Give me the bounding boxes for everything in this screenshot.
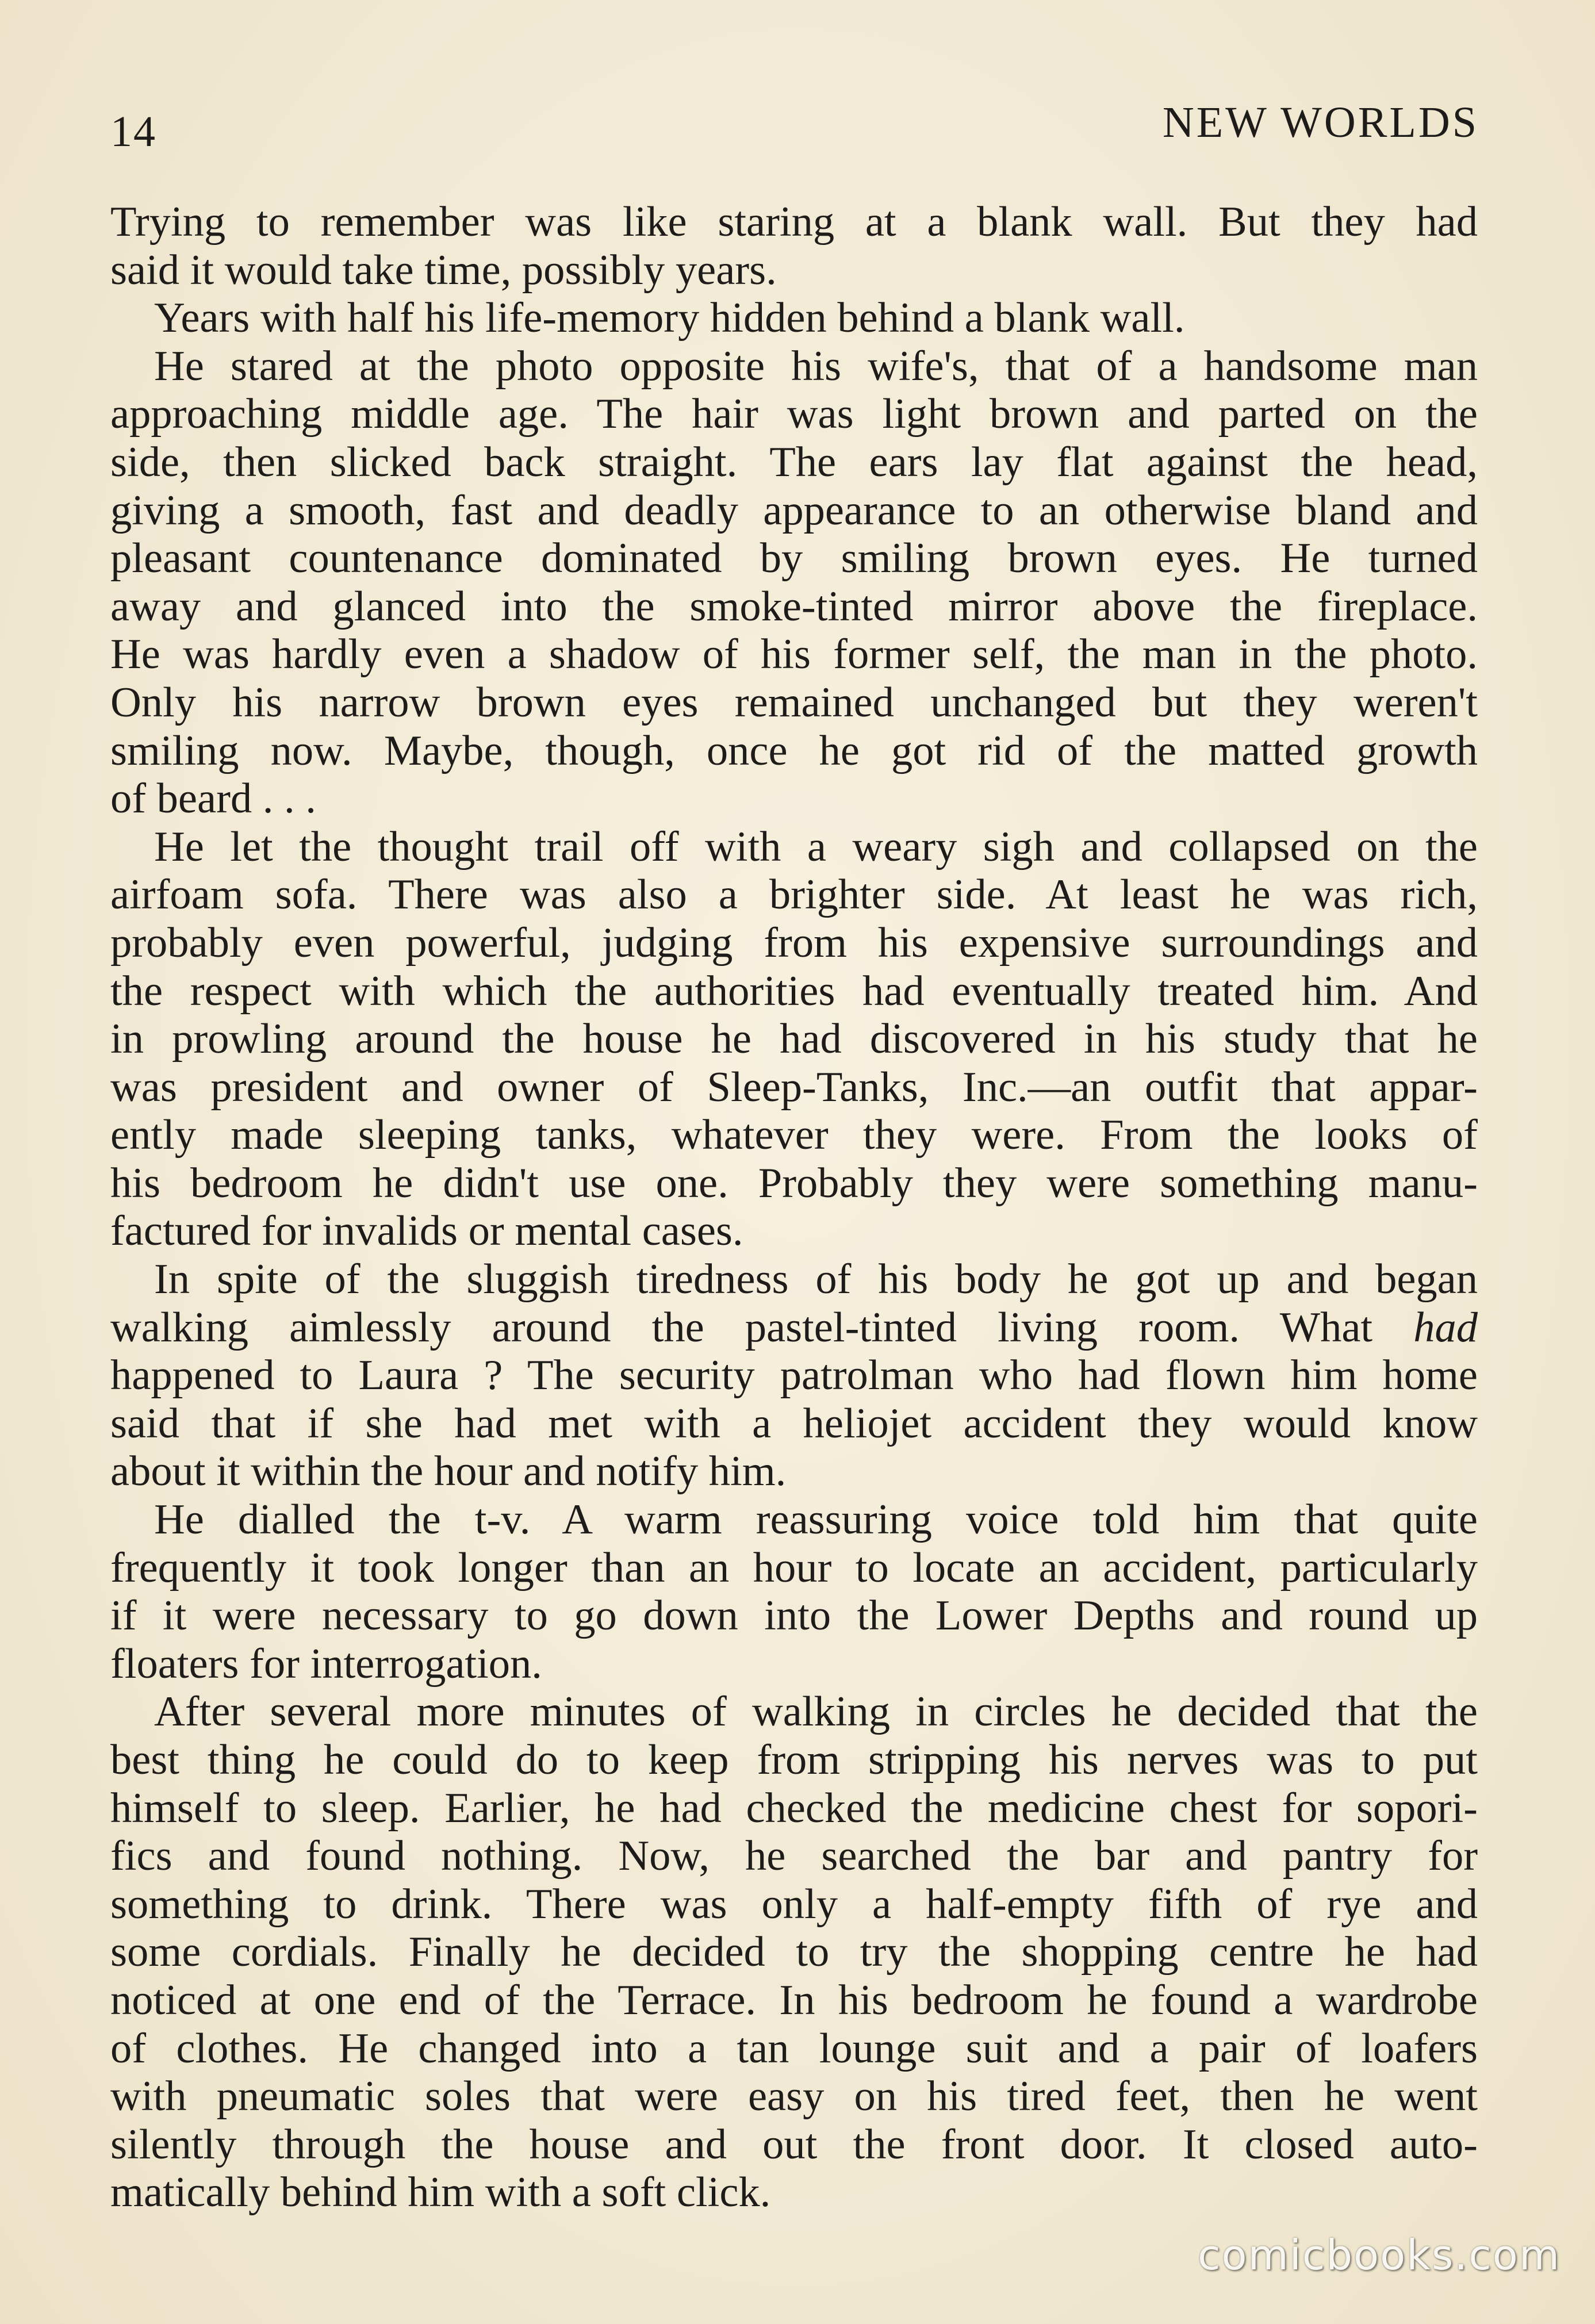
text-line: Years with half his life-memory hidden behind a blank wall. (154, 294, 1185, 342)
text-line: giving a smooth, fast and deadly appearance to an otherwise bland and (110, 486, 1478, 534)
text-line: said that if she had met with a heliojet accident they would know (110, 1399, 1478, 1447)
text-line: some cordials. Finally he decided to try the shopping centre he had (110, 1928, 1478, 1976)
text-line: of beard . . . (110, 775, 316, 823)
text-line: walking aimlessly around the pastel-tinted living room. What had (110, 1303, 1478, 1351)
text-line: in prowling around the house he had discovered in his study that he (110, 1015, 1478, 1063)
text-line: ently made sleeping tanks, whatever they were. From the looks of (110, 1111, 1478, 1159)
text-line: side, then slicked back straight. The ears lay flat against the head, (110, 438, 1478, 486)
text-line: if it were necessary to go down into the Lower Depths and round up (110, 1592, 1478, 1640)
text-line: with pneumatic soles that were easy on his tired feet, then he went (110, 2073, 1478, 2120)
text-line: away and glanced into the smoke-tinted mirror above the fireplace. (110, 582, 1478, 630)
watermark: comicbooks.com (1197, 2231, 1561, 2279)
text-line: matically behind him with a soft click. (110, 2169, 771, 2216)
text-line: approaching middle age. The hair was light brown and parted on the (110, 390, 1478, 438)
text-line: himself to sleep. Earlier, he had checked the medicine chest for sopori- (110, 1784, 1478, 1832)
text-line: something to drink. There was only a half-empty fifth of rye and (110, 1880, 1478, 1928)
text-line: was president and owner of Sleep-Tanks, Inc.—an outfit that appar- (110, 1063, 1478, 1111)
text-line: He dialled the t-v. A warm reassuring voice told him that quite (154, 1496, 1478, 1544)
text-line: of clothes. He changed into a tan lounge suit and a pair of loafers (110, 2024, 1478, 2072)
text-line: Only his narrow brown eyes remained unchanged but they weren't (110, 678, 1478, 726)
text-line: He let the thought trail off with a weary sigh and collapsed on the (154, 823, 1478, 870)
text-line: silently through the house and out the front door. It closed auto- (110, 2120, 1478, 2168)
page-number: 14 (110, 108, 156, 156)
text-line: fics and found nothing. Now, he searched the bar and pantry for (110, 1832, 1478, 1880)
text-line: about it within the hour and notify him. (110, 1448, 787, 1495)
text-line: floaters for interrogation. (110, 1640, 542, 1688)
text-line: the respect with which the authorities had eventually treated him. And (110, 967, 1478, 1015)
body-text (110, 198, 1478, 2217)
text-line: factured for invalids or mental cases. (110, 1207, 743, 1255)
text-line: his bedroom he didn't use one. Probably they were something manu- (110, 1159, 1478, 1207)
text-line: pleasant countenance dominated by smiling brown eyes. He turned (110, 535, 1478, 582)
journal-title: NEW WORLDS (1162, 98, 1479, 147)
text-line: In spite of the sluggish tiredness of his body he got up and began (154, 1256, 1478, 1303)
running-head (110, 98, 1479, 161)
text-line: noticed at one end of the Terrace. In his bedroom he found a wardrobe (110, 1976, 1478, 2024)
text-line: He was hardly even a shadow of his former self, the man in the photo. (110, 631, 1478, 678)
text-line: airfoam sofa. There was also a brighter side. At least he was rich, (110, 871, 1478, 919)
text-line: Trying to remember was like staring at a blank wall. But they had (110, 198, 1478, 246)
text-line: He stared at the photo opposite his wife's, that of a handsome man (154, 342, 1478, 390)
text-line: frequently it took longer than an hour to locate an accident, particularly (110, 1544, 1478, 1591)
text-line: smiling now. Maybe, though, once he got rid of the matted growth (110, 727, 1478, 774)
text-line: After several more minutes of walking in circles he decided that the (154, 1688, 1478, 1736)
text-line: happened to Laura ? The security patrolman who had flown him home (110, 1352, 1478, 1399)
text-line: probably even powerful, judging from his expensive surroundings and (110, 919, 1478, 967)
text-line: best thing he could do to keep from stripping his nerves was to put (110, 1736, 1478, 1784)
text-line: said it would take time, possibly years. (110, 246, 777, 294)
